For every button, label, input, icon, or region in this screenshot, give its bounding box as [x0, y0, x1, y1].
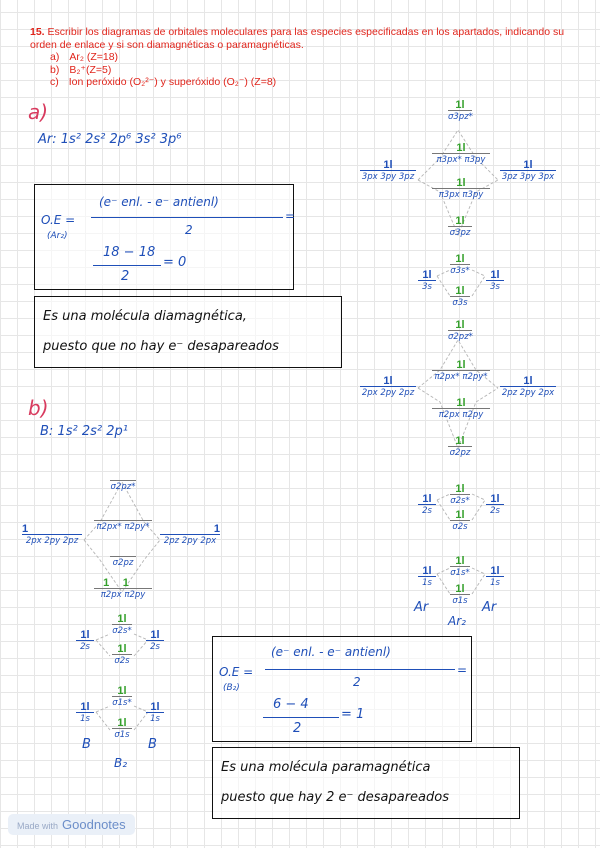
ao-right-2p: 1l 2pz 2py 2px — [501, 375, 555, 398]
mo-sigma2p: σ2pz — [110, 546, 136, 568]
oe-label: O.E = — [41, 213, 76, 227]
ao-right-1s: 1l 1s — [486, 566, 504, 588]
task-number: 15. — [30, 26, 45, 38]
part-a-heading: a) — [28, 100, 49, 124]
ar-left-atom: Ar — [414, 600, 429, 615]
mo-sigma3s-star: 1l σ3s* — [450, 253, 470, 276]
mo-pi2p: 1l π2px π2py — [432, 398, 490, 420]
ao-right-1s: 1l 1s — [146, 702, 164, 724]
ao-left-3p: 1l 3px 3py 3pz — [361, 159, 415, 182]
part-b-config: B: 1s² 2s² 2p¹ — [40, 424, 128, 439]
formula-numerator: (e⁻ enl. - e⁻ antienl) — [271, 645, 391, 659]
oe-sub: (Ar₂) — [47, 231, 68, 241]
mo-pi2p-star: π2px* π2py* — [94, 510, 152, 532]
part-a-config: Ar: 1s² 2s² 2p⁶ 3s² 3p⁶ — [38, 132, 182, 147]
mo-sigma3p: 1l σ3pz — [449, 215, 471, 238]
mo-sigma2s-star: 1l σ2s* — [450, 483, 470, 506]
calc-fraction-line — [263, 717, 339, 718]
calc-fraction-line — [93, 265, 161, 266]
ao-left-3s: 1l 3s — [418, 270, 436, 292]
b2-molecule-label: B₂ — [114, 756, 128, 770]
conclusion-line2: puesto que no hay e⁻ desapareados — [43, 339, 279, 354]
mo-sigma1s-star: 1l σ1s* — [450, 555, 470, 578]
ar2-molecule-label: Ar₂ — [448, 614, 466, 628]
b-right-atom: B — [148, 737, 157, 752]
ao-right-3p: 1l 3pz 3py 3px — [501, 159, 555, 182]
formula-numerator: (e⁻ enl. - e⁻ antienl) — [99, 195, 219, 209]
calc-numerator: 6 − 4 — [273, 697, 309, 712]
oe-sub: (B₂) — [223, 683, 240, 693]
part-b-bond-order-box — [212, 636, 472, 742]
made-with-text: Made with — [17, 821, 59, 831]
part-a-conclusion-box — [34, 296, 342, 368]
mo-sigma2p-star: σ2pz* — [110, 482, 136, 492]
ao-left-2p: 1l 2px 2py 2pz — [361, 375, 415, 398]
mo-sigma2p: 1l σ2pz — [449, 435, 471, 458]
ao-left-1s: 1l 1s — [76, 702, 94, 724]
calc-denominator: 2 — [121, 269, 130, 284]
ao-right-2s: 1l 2s — [146, 630, 164, 652]
oe-label: O.E = — [219, 665, 254, 679]
ao-left-2s: 1l 2s — [418, 494, 436, 516]
b-left-atom: B — [82, 737, 91, 752]
equals-sign: = — [285, 209, 296, 223]
mo-sigma2p-star: 1l σ2pz* — [448, 319, 473, 342]
mo-pi3p-star: 1l π3px* π3py — [432, 143, 490, 165]
conclusion-line1: Es una molécula diamagnética, — [43, 309, 247, 324]
goodnotes-logo: Goodnotes — [62, 817, 126, 832]
mo-sigma2s-star: 1l σ2s* — [112, 613, 132, 636]
ao-right-3s: 1l 3s — [486, 270, 504, 292]
fraction-line — [91, 217, 283, 218]
mo-sigma3s: 1l σ3s — [450, 286, 470, 308]
mo-sigma2s: 1l σ2s — [112, 644, 132, 666]
mo-sigma1s-star: 1l σ1s* — [112, 685, 132, 708]
calc-numerator: 18 − 18 — [103, 245, 156, 260]
task-text: Escribir los diagramas de orbitales moleculares para las especies especificadas en los apartados, indicando su orden de enlace y si son diamagnéticas o paramagnéticas. — [30, 26, 565, 51]
formula-denominator: 2 — [353, 675, 361, 689]
conclusion-line2: puesto que hay 2 e⁻ desapareados — [221, 790, 449, 805]
part-b-conclusion-box — [212, 747, 520, 819]
ar-right-atom: Ar — [482, 600, 497, 615]
ao-right-2s: 1l 2s — [486, 494, 504, 516]
formula-denominator: 2 — [185, 223, 193, 237]
goodnotes-badge — [8, 814, 135, 835]
task-item: a) Ar₂ (Z=18) — [50, 51, 119, 63]
calc-denominator: 2 — [293, 721, 302, 736]
mo-pi2p: 11 π2px π2py — [94, 578, 152, 600]
mo-sigma3p-star: 1l σ3pz* — [448, 99, 473, 122]
calc-result: = 1 — [341, 707, 365, 722]
part-a-bond-order-box — [34, 184, 294, 290]
mo-pi3p: 1l π3px π3py — [432, 178, 490, 200]
ao-right-2p: 1 2pz 2py 2px — [160, 524, 220, 546]
mo-pi2p-star: 1l π2px* π2py* — [432, 360, 490, 382]
mo-sigma1s: 1l σ1s — [450, 584, 470, 606]
task-statement — [30, 26, 570, 89]
ao-left-2s: 1l 2s — [76, 630, 94, 652]
task-item: b) B₂⁺(Z=5) — [50, 63, 112, 76]
task-item: c) Ion peróxido (O₂²⁻) y superóxido (O₂⁻) (Z=8) — [50, 76, 277, 88]
mo-sigma2s: 1l σ2s — [450, 510, 470, 532]
calc-result: = 0 — [163, 255, 187, 270]
ao-left-1s: 1l 1s — [418, 566, 436, 588]
fraction-line — [265, 669, 455, 670]
equals-sign: = — [457, 663, 468, 677]
mo-sigma1s: 1l σ1s — [112, 718, 132, 740]
task-items — [50, 51, 570, 89]
conclusion-line1: Es una molécula paramagnética — [221, 760, 431, 775]
ao-left-2p: 1 2px 2py 2pz — [22, 524, 82, 546]
part-b-heading: b) — [28, 396, 49, 420]
